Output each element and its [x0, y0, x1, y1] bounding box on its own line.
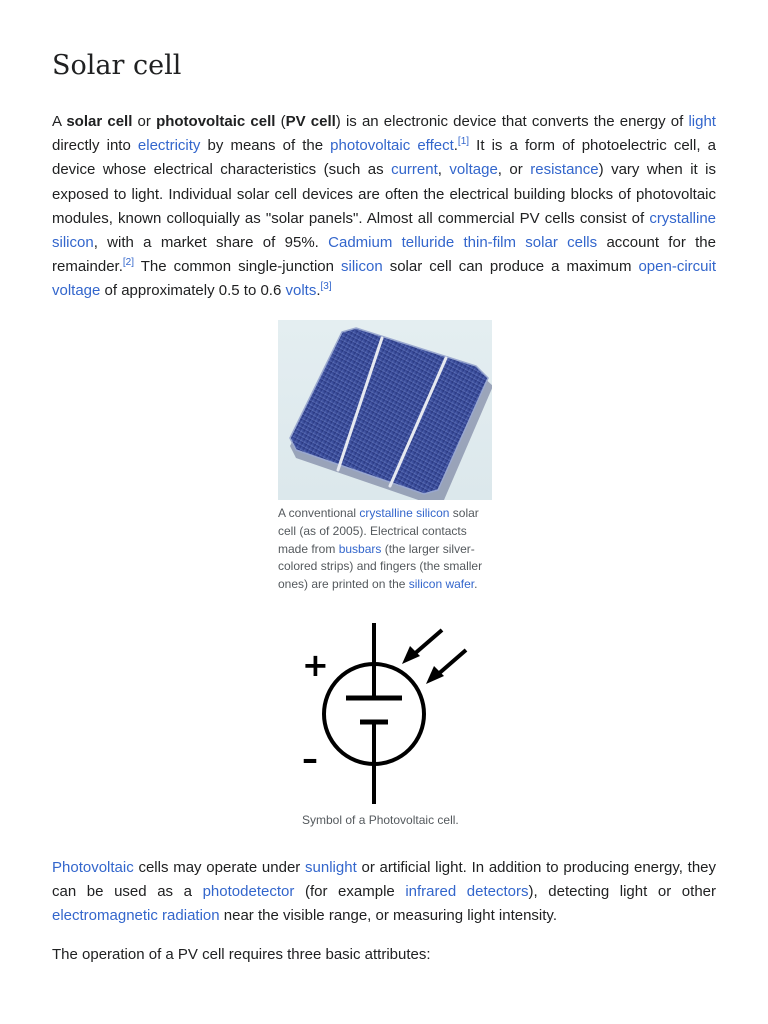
inline-link[interactable]: crystalline silicon — [52, 209, 716, 252]
inline-link[interactable]: voltage — [449, 161, 498, 179]
photovoltaic-symbol-figure — [298, 620, 474, 806]
inline-link[interactable]: photodetector — [202, 883, 295, 901]
citation-link[interactable]: [3] — [320, 281, 332, 293]
plus-sign: + — [302, 646, 329, 684]
inline-link[interactable]: busbars — [338, 541, 382, 556]
inline-link[interactable]: crystalline silicon — [359, 506, 450, 520]
operation-paragraph: The operation of a PV cell requires three basic attributes: — [52, 946, 431, 963]
inline-link[interactable]: volts — [285, 282, 317, 300]
inline-link[interactable]: silicon wafer — [408, 577, 475, 592]
solar-cell-photo[interactable] — [278, 320, 492, 500]
inline-link[interactable]: sunlight — [305, 859, 357, 876]
cell-body — [290, 328, 492, 500]
solar-cell-image — [278, 320, 492, 500]
solar-cell-caption: A conventional crystalline silicon solar cell (as of 2005). Electrical contacts made from busbars (the larger silver-colored strips) and fingers (the smaller ones) are printed on the silicon wafer. — [278, 506, 483, 592]
inline-link[interactable]: electromagnetic radiation — [52, 907, 220, 925]
symbol-caption: Symbol of a Photovoltaic cell. — [302, 813, 459, 827]
usage-paragraph: Photovoltaic cells may operate under sunlight or artificial light. In addition to producing energy, they can be used as a photodetector (for example infrared detectors), detecting light or other electromagnetic radiation near the visible range, or measuring light intensity. — [52, 859, 717, 925]
inline-link[interactable]: electricity — [137, 137, 201, 155]
inline-link[interactable]: current — [391, 161, 438, 179]
inline-link[interactable]: open-circuit voltage — [52, 258, 716, 300]
bold-term: PV cell — [285, 113, 336, 130]
inline-link[interactable]: photovoltaic effect — [330, 137, 454, 155]
inline-link[interactable]: photovoltaic modules — [52, 185, 716, 227]
citation-link[interactable]: [2] — [122, 257, 134, 269]
photovoltaic-symbol-icon — [298, 620, 474, 806]
intro-paragraph: A solar cell or photovoltaic cell (PV cell) is an electronic device that converts the energy of light directly into electricity by means of the photovoltaic effect.[1] It is a form of photoelectric cell, a device whose electrical characteristics (such as current, voltage, or resistance) vary when it is exposed to light. Individual solar cell devices are often the electrical building blocks of photovoltaic modules, known colloquially as "solar panels". Almost all commercial PV cells consist of crystalline silicon, with a market share of 95%. Cadmium telluride thin-film solar cells account for the remainder.[2] The common single-junction silicon solar cell can produce a maximum open-circuit voltage of approximately 0.5 to 0.6 volts.[3] — [52, 113, 716, 300]
inline-link[interactable]: light — [688, 113, 716, 130]
minus-sign: – — [302, 740, 318, 778]
inline-link[interactable]: Photovoltaic — [52, 859, 134, 876]
inline-link[interactable]: silicon — [341, 258, 383, 276]
inline-link[interactable]: resistance — [530, 161, 599, 179]
bold-term: photovoltaic cell — [156, 113, 276, 130]
page-title: Solar cell — [52, 50, 182, 81]
inline-link[interactable]: Cadmium telluride thin-film solar cells — [328, 234, 598, 252]
bold-term: solar cell — [66, 113, 133, 130]
citation-link[interactable]: [1] — [457, 136, 470, 148]
inline-link[interactable]: infrared detectors — [405, 883, 529, 901]
